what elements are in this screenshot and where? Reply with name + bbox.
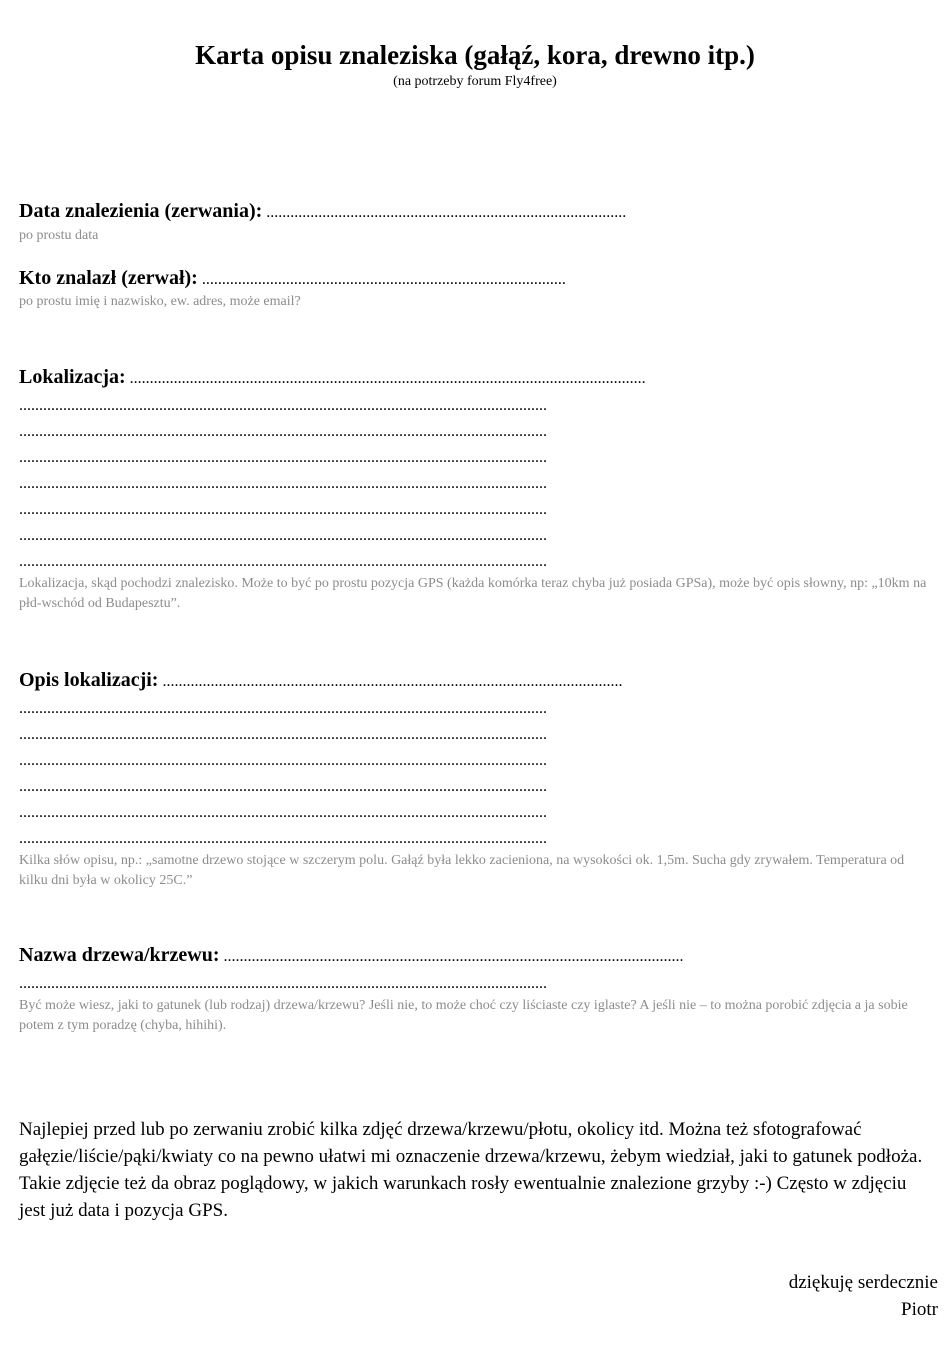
closing-paragraph: Najlepiej przed lub po zerwaniu zrobić kilka zdjęć drzewa/krzewu/płotu, okolicy itd. Można też sfotografować gałęzie/liście/pąki/kwiaty co na pewno ułatwi mi oznaczenie drzewa/krzewu, żebym wiedział, jaki to gatunek podłoża. Takie zdjęcie też da obraz poglądowy, w jakich warunkach rosły ewentualnie znalezione grzyby :-) Często w zdjęciu jest już data i pozycja GPS. (19, 1119, 923, 1221)
location-line: .................................................................................................................................... (19, 553, 547, 570)
location-description-line: .................................................................................................................................... (19, 726, 547, 743)
location-dots: ................................................................................................................................. (129, 370, 646, 387)
location-description-line: .................................................................................................................................... (19, 778, 547, 795)
date-dots: .......................................................................................... (266, 204, 627, 221)
location-line: .................................................................................................................................... (19, 501, 547, 518)
location-line: .................................................................................................................................... (19, 423, 547, 440)
location-description-dots: ................................................................................................................... (162, 673, 623, 690)
location-field (19, 366, 646, 389)
finder-field (19, 267, 566, 290)
location-description-line: .................................................................................................................................... (19, 752, 547, 769)
location-description-line: .................................................................................................................................... (19, 804, 547, 821)
location-line: .................................................................................................................................... (19, 449, 547, 466)
location-description-line: .................................................................................................................................... (19, 700, 547, 717)
location-line: .................................................................................................................................... (19, 397, 547, 414)
location-description-label: Opis lokalizacji: (19, 669, 159, 691)
location-description-field (19, 669, 622, 692)
location-hint: Lokalizacja, skąd pochodzi znalezisko. Może to być po prostu pozycja GPS (każda komórka teraz chyba już posiada GPSa), może być opis słowny, np: „10km na płd-wschód od Budapesztu”. (19, 576, 927, 611)
finder-dots: ........................................................................................... (201, 271, 566, 288)
tree-name-dots: ................................................................................................................... (223, 948, 684, 965)
tree-name-line: .................................................................................................................................... (19, 975, 547, 992)
tree-name-hint: Być może wiesz, jaki to gatunek (lub rodzaj) drzewa/krzewu? Jeśli nie, to może choć czy liściaste czy iglaste? A jeśli nie – to można porobić zdjęcia a ja sobie potem z tym poradzę (chyba, hihihi). (19, 998, 908, 1033)
location-label: Lokalizacja: (19, 366, 126, 388)
date-hint: po prostu data (19, 228, 99, 243)
date-field (19, 200, 626, 223)
location-description-hint: Kilka słów opisu, np.: „samotne drzewo stojące w szczerym polu. Gałąź była lekko zacieniona, na wysokości ok. 1,5m. Sucha gdy zrywałem. Temperatura od kilku dni była w okolicy 25C.” (19, 853, 905, 888)
tree-name-label: Nazwa drzewa/krzewu: (19, 944, 220, 966)
signature: Piotr (901, 1299, 938, 1320)
location-line: .................................................................................................................................... (19, 527, 547, 544)
finder-hint: po prostu imię i nazwisko, ew. adres, może email? (19, 294, 301, 309)
page-subtitle: (na potrzeby forum Fly4free) (393, 74, 557, 89)
location-description-line: .................................................................................................................................... (19, 830, 547, 847)
closing-thanks: dziękuję serdecznie (788, 1272, 938, 1293)
page-title: Karta opisu znaleziska (gałąź, kora, drewno itp.) (195, 40, 755, 70)
date-label: Data znalezienia (zerwania): (19, 200, 263, 222)
location-line: .................................................................................................................................... (19, 475, 547, 492)
finder-label: Kto znalazł (zerwał): (19, 267, 198, 289)
tree-name-field (19, 944, 684, 967)
